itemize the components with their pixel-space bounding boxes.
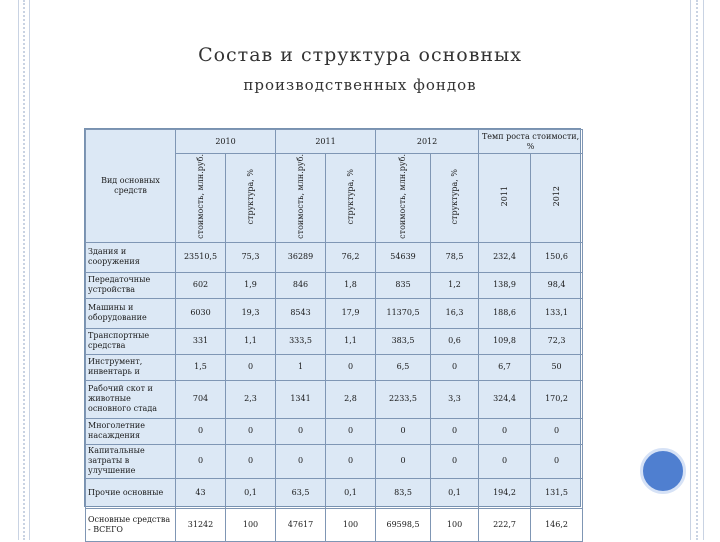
growth-header: Темп роста стоимости, % xyxy=(479,130,583,154)
table-cell: 846 xyxy=(276,272,326,298)
col-value-2012: стоимость, млн.руб. xyxy=(376,154,431,243)
table-cell: 0 xyxy=(326,444,376,478)
slide-title xyxy=(0,40,720,100)
table-cell: 704 xyxy=(176,380,226,418)
table-cell: 232,4 xyxy=(479,242,531,272)
year-header-2011: 2011 xyxy=(276,130,376,154)
table-cell: 11370,5 xyxy=(376,298,431,328)
table-cell: 63,5 xyxy=(276,478,326,508)
table-cell: 0 xyxy=(531,418,583,444)
table-cell: 1341 xyxy=(276,380,326,418)
title-line-2: производственных фондов xyxy=(243,76,477,94)
table-cell: 1,5 xyxy=(176,354,226,380)
table-cell: 0,1 xyxy=(226,478,276,508)
table-cell: 98,4 xyxy=(531,272,583,298)
title-line-1: Состав и структура основных xyxy=(198,44,522,66)
table-row xyxy=(86,242,583,272)
col-share-2012: структура, % xyxy=(431,154,479,243)
table-cell: 188,6 xyxy=(479,298,531,328)
table-cell: 50 xyxy=(531,354,583,380)
row-name: Здания и сооружения xyxy=(86,242,176,272)
table-cell: 0 xyxy=(479,418,531,444)
table-cell: 3,3 xyxy=(431,380,479,418)
table-row xyxy=(86,272,583,298)
row-name: Прочие основные xyxy=(86,478,176,508)
table-cell: 100 xyxy=(326,508,376,541)
row-name: Капитальные затраты в улучшение xyxy=(86,444,176,478)
table-row xyxy=(86,508,583,541)
row-name: Рабочий скот и животные основного стада xyxy=(86,380,176,418)
table-cell: 78,5 xyxy=(431,242,479,272)
table-cell: 1,1 xyxy=(226,328,276,354)
table-cell: 331 xyxy=(176,328,226,354)
table-cell: 8543 xyxy=(276,298,326,328)
table-cell: 0 xyxy=(276,444,326,478)
table-row xyxy=(86,418,583,444)
table-cell: 0 xyxy=(376,444,431,478)
fixed-assets-table xyxy=(85,129,583,542)
table-cell: 0 xyxy=(176,444,226,478)
table-cell: 43 xyxy=(176,478,226,508)
table-cell: 1,2 xyxy=(431,272,479,298)
table-cell: 0 xyxy=(276,418,326,444)
col-growth-2011: 2011 xyxy=(479,154,531,243)
table-cell: 324,4 xyxy=(479,380,531,418)
table-cell: 0 xyxy=(226,354,276,380)
table-cell: 150,6 xyxy=(531,242,583,272)
col-share-2010: структура, % xyxy=(226,154,276,243)
year-header-2010: 2010 xyxy=(176,130,276,154)
table-cell: 383,5 xyxy=(376,328,431,354)
table-cell: 138,9 xyxy=(479,272,531,298)
table-cell: 0,1 xyxy=(431,478,479,508)
table-cell: 100 xyxy=(226,508,276,541)
col-value-2010: стоимость, млн.руб. xyxy=(176,154,226,243)
fixed-assets-table-panel xyxy=(84,128,581,534)
table-cell: 0 xyxy=(431,418,479,444)
table-cell: 6,7 xyxy=(479,354,531,380)
table-cell: 602 xyxy=(176,272,226,298)
table-cell: 0 xyxy=(431,354,479,380)
table-cell: 69598,5 xyxy=(376,508,431,541)
row-name: Передаточные устройства xyxy=(86,272,176,298)
table-cell: 0 xyxy=(431,444,479,478)
table-cell: 31242 xyxy=(176,508,226,541)
table-cell: 1,9 xyxy=(226,272,276,298)
table-cell: 170,2 xyxy=(531,380,583,418)
table-cell: 109,8 xyxy=(479,328,531,354)
table-cell: 0 xyxy=(226,418,276,444)
table-cell: 72,3 xyxy=(531,328,583,354)
table-cell: 146,2 xyxy=(531,508,583,541)
table-row xyxy=(86,354,583,380)
row-name: Транспортные средства xyxy=(86,328,176,354)
table-cell: 75,3 xyxy=(226,242,276,272)
table-cell: 0 xyxy=(176,418,226,444)
table-cell: 133,1 xyxy=(531,298,583,328)
table-cell: 100 xyxy=(431,508,479,541)
table-cell: 2233,5 xyxy=(376,380,431,418)
table-row xyxy=(86,380,583,418)
table-cell: 23510,5 xyxy=(176,242,226,272)
table-cell: 6030 xyxy=(176,298,226,328)
table-cell: 83,5 xyxy=(376,478,431,508)
table-cell: 19,3 xyxy=(226,298,276,328)
table-cell: 194,2 xyxy=(479,478,531,508)
table-cell: 0 xyxy=(376,418,431,444)
table-row xyxy=(86,444,583,478)
table-cell: 2,8 xyxy=(326,380,376,418)
table-cell: 1,8 xyxy=(326,272,376,298)
table-cell: 76,2 xyxy=(326,242,376,272)
table-cell: 0 xyxy=(326,354,376,380)
table-cell: 1,1 xyxy=(326,328,376,354)
table-row xyxy=(86,328,583,354)
row-name: Машины и оборудование xyxy=(86,298,176,328)
table-cell: 54639 xyxy=(376,242,431,272)
table-cell: 222,7 xyxy=(479,508,531,541)
table-cell: 1 xyxy=(276,354,326,380)
col-growth-2012: 2012 xyxy=(531,154,583,243)
year-header-2012: 2012 xyxy=(376,130,479,154)
table-cell: 0 xyxy=(326,418,376,444)
col-share-2011: структура, % xyxy=(326,154,376,243)
col-value-2011: стоимость, млн.руб. xyxy=(276,154,326,243)
table-cell: 36289 xyxy=(276,242,326,272)
table-cell: 131,5 xyxy=(531,478,583,508)
table-cell: 0,6 xyxy=(431,328,479,354)
table-row xyxy=(86,478,583,508)
table-cell: 47617 xyxy=(276,508,326,541)
table-cell: 835 xyxy=(376,272,431,298)
table-cell: 16,3 xyxy=(431,298,479,328)
table-cell: 2,3 xyxy=(226,380,276,418)
table-cell: 6,5 xyxy=(376,354,431,380)
row-name: Основные средства - ВСЕГО xyxy=(86,508,176,541)
table-cell: 0 xyxy=(226,444,276,478)
decor-circle xyxy=(640,448,686,494)
table-cell: 17,9 xyxy=(326,298,376,328)
table-row xyxy=(86,298,583,328)
corner-header: Вид основных средств xyxy=(86,130,176,243)
table-cell: 0 xyxy=(531,444,583,478)
row-name: Инструмент, инвентарь и xyxy=(86,354,176,380)
table-cell: 0 xyxy=(479,444,531,478)
table-cell: 333,5 xyxy=(276,328,326,354)
table-body xyxy=(86,242,583,541)
table-cell: 0,1 xyxy=(326,478,376,508)
row-name: Многолетние насаждения xyxy=(86,418,176,444)
